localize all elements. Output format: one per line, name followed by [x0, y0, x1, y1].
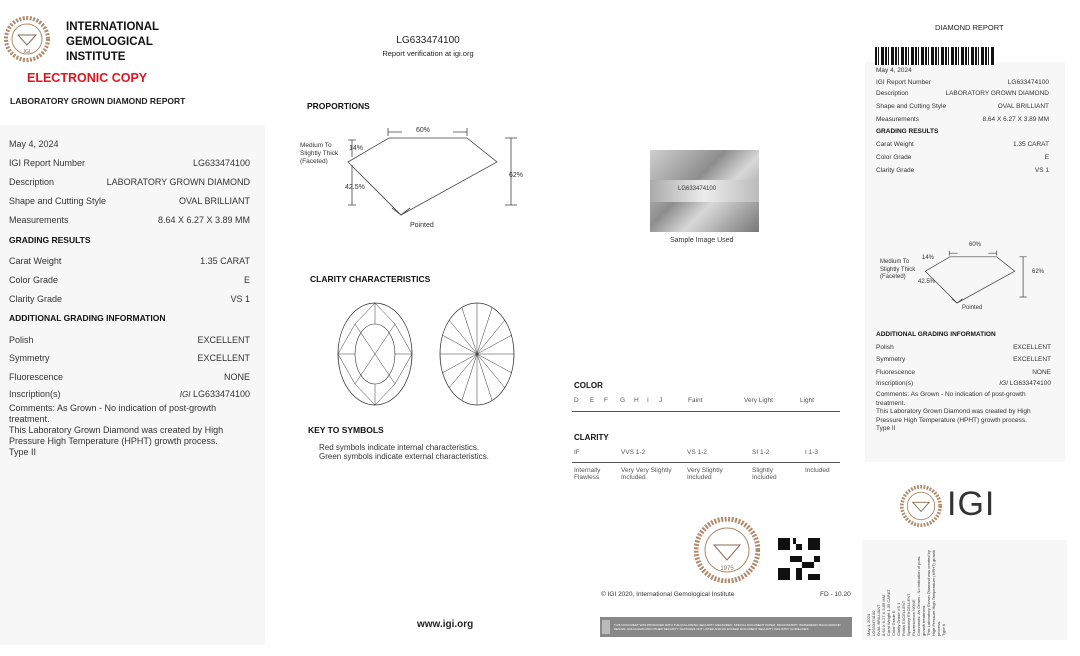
- electronic-copy-label: ELECTRONIC COPY: [27, 71, 148, 85]
- description-value: LABORATORY GROWN DIAMOND: [106, 177, 250, 187]
- clarity-value: VS 1: [1034, 167, 1049, 174]
- igi-seal: [694, 517, 760, 583]
- lock-icon: [602, 620, 610, 634]
- field-label: Carat Weight: [9, 256, 62, 266]
- field-label: Clarity Grade: [876, 167, 915, 174]
- igi-inscription-logo: IGI: [179, 390, 191, 399]
- institute-name-line: GEMOLOGICAL: [66, 36, 153, 48]
- measurements-value: 8.64 X 6.27 X 3.89 MM: [157, 215, 250, 225]
- measurements-value: 8.64 X 6.27 X 3.89 MM: [881, 595, 886, 636]
- igi-inscription-logo: IGI: [999, 380, 1008, 387]
- field-label: Description: [9, 177, 55, 187]
- color-scale-line: [572, 411, 840, 412]
- proportions-heading: PROPORTIONS: [307, 101, 370, 111]
- table-percent: 60%: [416, 127, 431, 134]
- clarity-grade: VS 1-2: [687, 449, 707, 456]
- verification-text: Report verification at igi.org: [382, 49, 474, 58]
- color-scale-heading: COLOR: [574, 381, 603, 390]
- comment-line: This Laboratory Grown Diamond was created by High Pressure High Temperature (HPHT) growth process.: [876, 408, 1031, 424]
- clarity-value: VS 1: [230, 294, 250, 304]
- svg-text:1975: 1975: [720, 566, 734, 572]
- symmetry-value: EXCELLENT: [1013, 356, 1051, 363]
- svg-text:IGI: IGI: [23, 49, 31, 55]
- girdle-label: Medium To Slightly Thick (Faceted): [880, 259, 916, 280]
- clarity-description: Internally Flawless: [574, 467, 601, 481]
- fluorescence-value: NONE: [223, 372, 250, 382]
- sample-inscription: LG633474100: [678, 186, 717, 192]
- color-grade: H: [634, 397, 639, 404]
- proportions-diagram-small: [920, 246, 1035, 306]
- field-label: Inscription(s): [876, 380, 914, 387]
- field-label: Measurements: [876, 116, 919, 123]
- depth-percent: 62%: [509, 172, 524, 179]
- clarity-scale-heading: CLARITY: [574, 433, 609, 442]
- color-grade: I: [647, 397, 649, 404]
- field-label: IGI Report Number: [876, 79, 931, 86]
- shape-value: OVAL BRILLIANT: [178, 196, 250, 206]
- clarity-characteristics-heading: CLARITY CHARACTERISTICS: [310, 274, 431, 284]
- culet-label: Pointed: [410, 222, 434, 229]
- comment-line: Type II: [9, 447, 37, 457]
- report-number: LG633474100: [192, 158, 250, 168]
- crown-percent: 14%: [349, 145, 364, 152]
- comment-line: Comments: As Grown - No indication of post-growth treatment.: [876, 391, 1026, 407]
- table-percent: 60%: [969, 242, 982, 248]
- institute-name-line: INSTITUTE: [66, 51, 126, 63]
- comment-line: This Laboratory Grown Diamond was created by High Pressure High Temperature (HPHT) growth process.: [9, 425, 224, 446]
- inscription-value: LG633474100: [192, 389, 250, 399]
- clarity-plot-pavilion: [437, 300, 517, 408]
- pavilion-percent: 42.5%: [345, 184, 365, 191]
- form-number: FD - 10.20: [820, 591, 851, 598]
- color-grade: F: [604, 397, 608, 404]
- inscription-value: LG633474100: [1009, 380, 1051, 387]
- girdle-label: Medium To Slightly Thick (Faceted): [300, 142, 339, 165]
- report-date: May 4, 2024: [876, 67, 912, 74]
- carat-value: 1.35 CARAT: [1012, 141, 1049, 148]
- crown-percent: 14%: [922, 255, 935, 261]
- shape-value: OVAL BRILLIANT: [876, 604, 881, 636]
- field-label: Inscription(s): [9, 389, 61, 399]
- field-label: Polish: [9, 335, 34, 345]
- security-text: THIS DOCUMENT WAS PRODUCED WITH THE FOLLOWING SECURITY MEASURES: SPECIAL DOCUMENT PAPER, MICROSCRIPT, WATERMARK BACKGROUND DESIGN, HOLOGRAM AND OTHER SECURITY FEATURES NOT LISTED AND DO EXCEED DOCUMENT SECURITY INDUSTRY GUIDELINES: [613, 623, 841, 631]
- grading-results-heading: GRADING RESULTS: [9, 235, 91, 245]
- report-number-top: LG633474100: [396, 35, 460, 46]
- color-value: E: [243, 275, 250, 285]
- field-label: Measurements: [9, 215, 69, 225]
- clarity-plot-crown: [335, 300, 415, 408]
- color-grade: J: [659, 397, 663, 404]
- grading-results-heading: GRADING RESULTS: [876, 128, 939, 135]
- comment-line: Comments: As Grown - No indication of post-growth treatment.: [9, 403, 217, 424]
- clarity-grade: VVS 1-2: [621, 449, 646, 456]
- key-to-symbols-heading: KEY TO SYMBOLS: [308, 425, 384, 435]
- field-label: Carat Weight: [876, 141, 914, 148]
- rotated-receipt: May 4, 2024 LG633474100 OVAL BRILLIANT 8.64 X 6.27 X 3.89 MM Carat Weight 1.35 CARAT Color Grade E Clarity Grade VS 1 Polish EXCELLENT Symmetry EXCELLENT Fluorescence NONE Comments: As Grown - No indication of post-growth treatment. This Laboratory Grown Diamond was created by High Pressure High Temperature (HPHT) growth process. Type II: [862, 540, 1067, 640]
- field-label: IGI Report Number: [9, 158, 86, 168]
- color-grade: Faint: [688, 397, 703, 404]
- carat-value: 1.35 CARAT: [200, 256, 250, 266]
- key-line: Red symbols indicate internal characteristics.: [319, 443, 480, 452]
- report-date: May 4, 2024: [9, 139, 59, 149]
- clarity-grade: I 1-3: [805, 449, 819, 456]
- field-label: Shape and Cutting Style: [9, 196, 107, 206]
- report-date: May 4, 2024: [866, 613, 871, 636]
- barcode: [875, 47, 995, 65]
- field-label: Shape and Cutting Style: [876, 103, 947, 110]
- report-number: LG633474100: [871, 610, 876, 636]
- field-label: Polish: [876, 344, 894, 351]
- field-label: Color Grade: [876, 154, 912, 161]
- sample-image-caption: Sample Image Used: [670, 237, 734, 244]
- field-label: Symmetry: [876, 356, 906, 363]
- additional-heading: ADDITIONAL GRADING INFORMATION: [9, 313, 166, 323]
- field-label: Fluorescence: [876, 369, 916, 376]
- clarity-description: Slightly Included: [752, 467, 777, 481]
- sample-image: [650, 150, 759, 232]
- color-grade: Light: [800, 397, 815, 404]
- igi-seal-logo-right: [900, 485, 942, 527]
- additional-heading: ADDITIONAL GRADING INFORMATION: [876, 331, 996, 338]
- color-grade: Very Light: [744, 397, 773, 404]
- clarity-description: Very Slightly Included: [687, 467, 723, 481]
- website-link[interactable]: www.igi.org: [417, 619, 474, 630]
- fluorescence-value: NONE: [1032, 369, 1051, 376]
- security-strip: [600, 617, 852, 637]
- diamond-report-title: DIAMOND REPORT: [935, 23, 1004, 32]
- field-label: Description: [876, 90, 909, 97]
- color-grade: D: [574, 397, 579, 404]
- shape-value: OVAL BRILLIANT: [997, 103, 1049, 110]
- polish-value: EXCELLENT: [1013, 344, 1051, 351]
- color-value: E: [1044, 154, 1049, 161]
- report-type: LABORATORY GROWN DIAMOND REPORT: [10, 96, 186, 106]
- clarity-grade: SI 1-2: [752, 449, 770, 456]
- clarity-description: Very Very Slightly Included: [621, 467, 672, 481]
- igi-seal-logo: [4, 16, 50, 62]
- institute-name-line: INTERNATIONAL: [66, 21, 160, 33]
- proportions-diagram: [340, 120, 530, 220]
- field-label: Clarity Grade: [9, 294, 63, 304]
- field-label: Color Grade: [9, 275, 59, 285]
- pavilion-percent: 42.5%: [918, 279, 936, 285]
- color-grade: E: [590, 397, 595, 404]
- description-value: LABORATORY GROWN DIAMOND: [945, 90, 1049, 97]
- polish-value: EXCELLENT: [197, 335, 250, 345]
- measurements-value: 8.64 X 6.27 X 3.89 MM: [982, 116, 1049, 123]
- qr-code[interactable]: [778, 538, 820, 580]
- color-grade: G: [620, 397, 626, 404]
- clarity-scale-line: [572, 462, 840, 463]
- culet-label: Pointed: [962, 305, 983, 311]
- field-label: Fluorescence: [9, 372, 64, 382]
- symmetry-value: EXCELLENT: [197, 353, 250, 363]
- depth-percent: 62%: [1032, 269, 1045, 275]
- report-number: LG633474100: [1007, 79, 1049, 86]
- field-label: Symmetry: [9, 353, 50, 363]
- key-line: Green symbols indicate external characteristics.: [319, 452, 489, 461]
- copyright: © IGI 2020, International Gemological Institute: [601, 591, 735, 598]
- clarity-description: Included: [805, 467, 830, 474]
- comment-line: Type II: [876, 425, 896, 432]
- igi-logo-text: IGI: [947, 485, 996, 523]
- clarity-grade: IF: [574, 449, 580, 456]
